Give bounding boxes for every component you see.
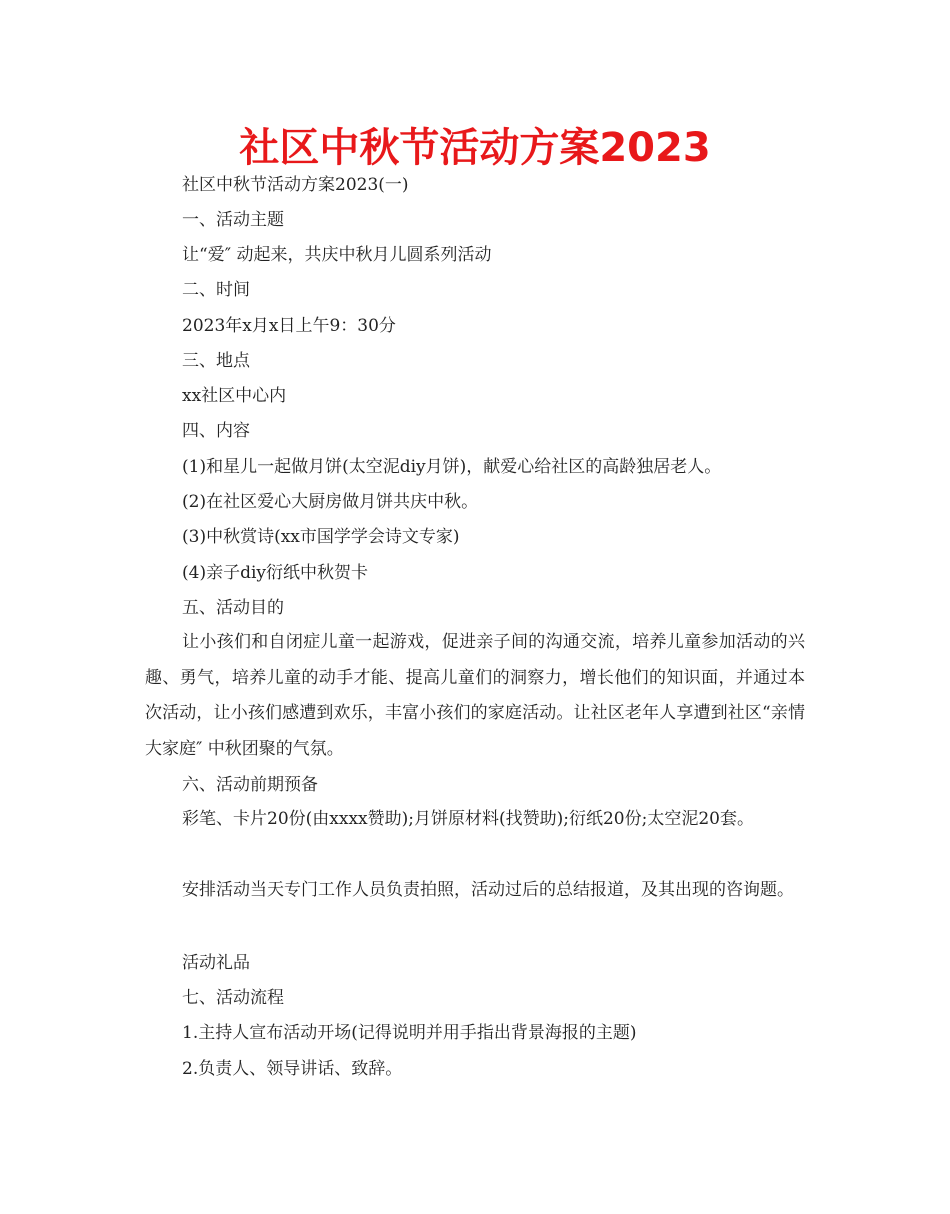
section-heading-time: 二、时间: [182, 280, 250, 300]
section-heading-purpose: 五、活动目的: [182, 598, 284, 618]
preparation-paragraph-1: 彩笔、卡片20份(由xxxx赞助);月饼原材料(找赞助);衍纸20份;太空泥20套。: [182, 809, 754, 829]
section-heading-preparation: 六、活动前期预备: [182, 775, 318, 795]
section-heading-content: 四、内容: [182, 421, 250, 441]
process-item-1: 1.主持人宣布活动开场(记得说明并用手指出背景海报的主题): [182, 1023, 637, 1043]
preparation-paragraph-2: 安排活动当天专门工作人员负责拍照，活动过后的总结报道，及其出现的咨询题。: [182, 880, 794, 900]
purpose-paragraph: 让小孩们和自闭症儿童一起游戏，促进亲子间的沟通交流，培养儿童参加活动的兴趣、勇气，培养儿童的动手才能、提高儿童们的洞察力，增长他们的知识面，并通过本次活动，让小孩们感遭到欢乐，丰富小孩们的家庭活动。让社区老年人享遭到社区“亲情大家庭″ 中秋团聚的气氛。: [145, 632, 805, 759]
theme-text: 让“爱″ 动起来，共庆中秋月儿圆系列活动: [182, 245, 492, 265]
content-item-1: (1)和星儿一起做月饼(太空泥diy月饼)，献爱心给社区的高龄独居老人。: [182, 457, 722, 477]
content-item-2: (2)在社区爱心大厨房做月饼共庆中秋。: [182, 492, 479, 512]
location-text: xx社区中心内: [182, 386, 287, 406]
section-heading-process: 七、活动流程: [182, 988, 284, 1008]
gifts-line: 活动礼品: [182, 953, 250, 973]
content-item-3: (3)中秋赏诗(xx市国学学会诗文专家): [182, 527, 460, 547]
content-item-4: (4)亲子diy衍纸中秋贺卡: [182, 563, 369, 583]
subtitle-line: 社区中秋节活动方案2023(一): [182, 175, 409, 195]
document-title: 社区中秋节活动方案2023: [239, 125, 711, 171]
time-text: 2023年x月x日上午9：30分: [182, 316, 396, 336]
process-item-2: 2.负责人、领导讲话、致辞。: [182, 1059, 403, 1079]
section-heading-theme: 一、活动主题: [182, 210, 284, 230]
section-heading-location: 三、地点: [182, 351, 250, 371]
